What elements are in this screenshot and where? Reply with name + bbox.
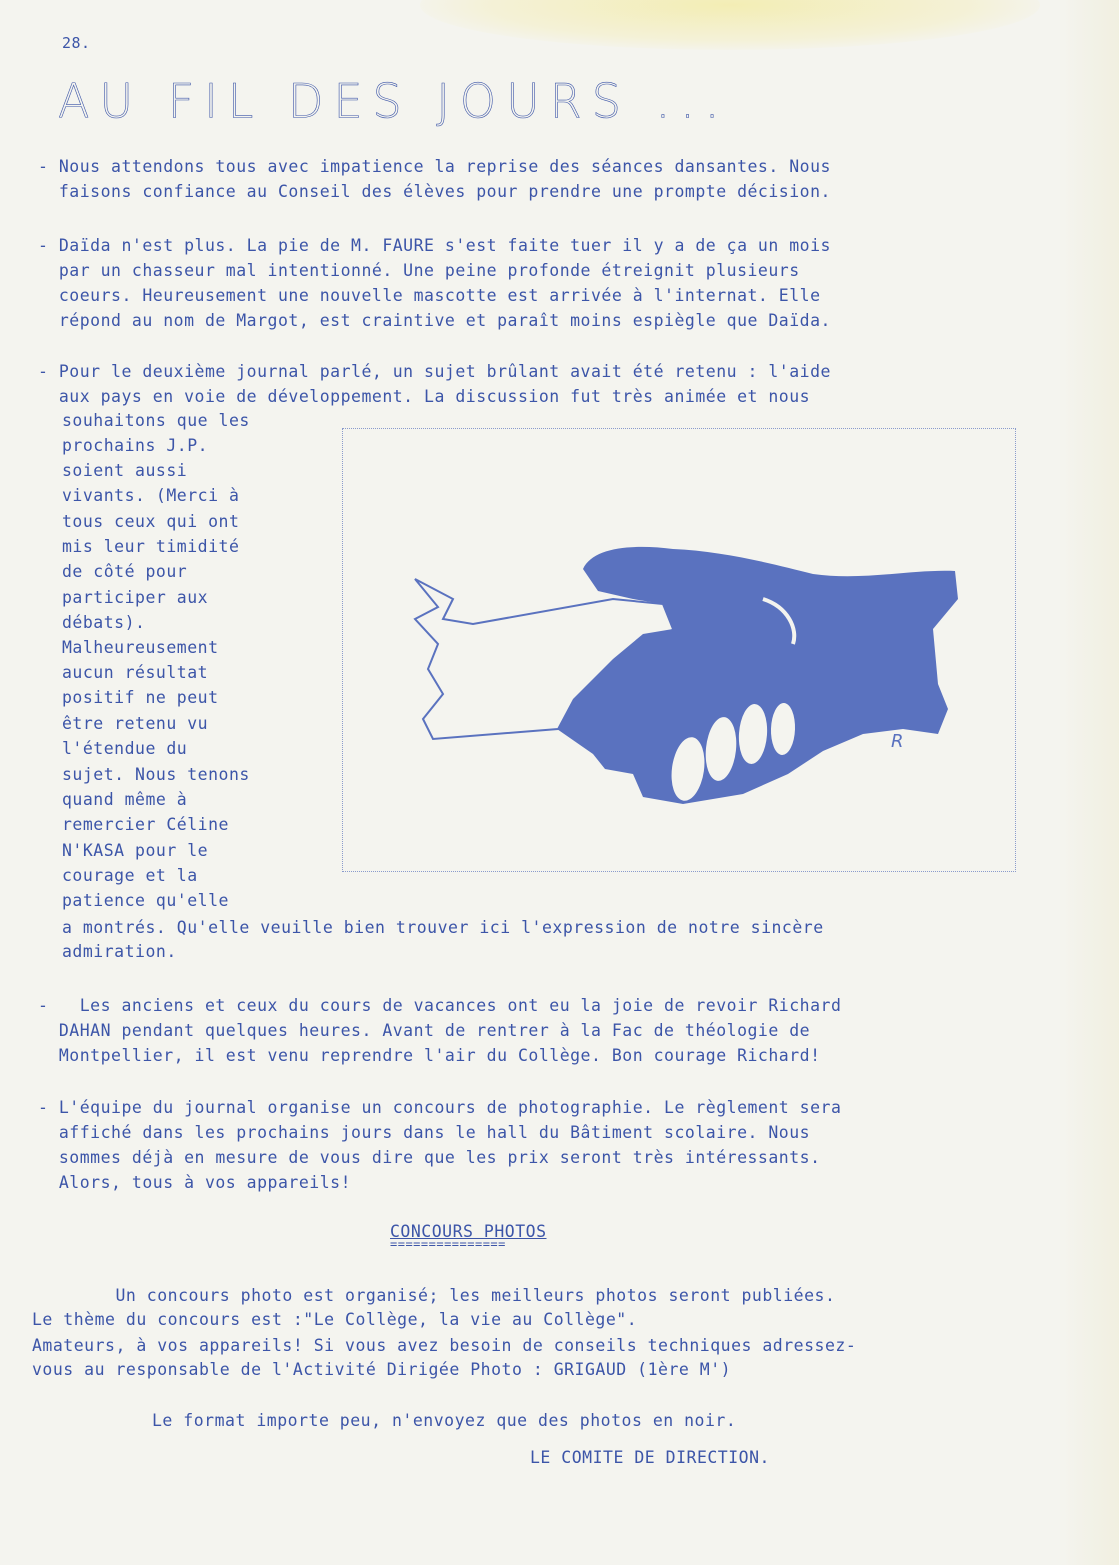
item-1-line-1: - Nous attendons tous avec impatience la reprise des séances dansantes. Nous: [38, 157, 831, 176]
handshake-icon: [343, 429, 1015, 871]
side-line: quand même à: [62, 790, 188, 809]
item-3-tail-2: admiration.: [62, 942, 177, 961]
side-line: positif ne peut: [62, 688, 219, 707]
paper-edge-shade: [1059, 0, 1119, 1565]
side-line: tous ceux qui ont: [62, 512, 240, 531]
side-line: mis leur timidité: [62, 537, 240, 556]
side-line: patience qu'elle: [62, 891, 229, 910]
concours-line-2: Le thème du concours est :"Le Collège, la vie au Collège".: [32, 1310, 638, 1329]
item-2-line-3: coeurs. Heureusement une nouvelle mascotte est arrivée à l'internat. Elle: [38, 286, 821, 305]
concours-title-underline: ===============: [390, 1237, 506, 1251]
side-line: de côté pour: [62, 562, 188, 581]
concours-line-1: Un concours photo est organisé; les meilleurs photos seront publiées.: [32, 1286, 836, 1305]
item-5-line-3: sommes déjà en mesure de vous dire que les prix seront très intéressants.: [38, 1148, 821, 1167]
side-line: remercier Céline: [62, 815, 229, 834]
paper-stain: [420, 0, 1040, 50]
item-3-line-1: - Pour le deuxième journal parlé, un sujet brûlant avait été retenu : l'aide: [38, 362, 831, 381]
page-number: 28.: [62, 34, 91, 52]
signature: LE COMITE DE DIRECTION.: [530, 1448, 770, 1467]
item-5-line-2: affiché dans les prochains jours dans le hall du Bâtiment scolaire. Nous: [38, 1123, 811, 1142]
side-line: N'KASA pour le: [62, 841, 209, 860]
side-line: courage et la: [62, 866, 198, 885]
item-5-line-1: - L'équipe du journal organise un concours de photographie. Le règlement sera: [38, 1098, 842, 1117]
side-line: souhaitons que les: [62, 411, 250, 430]
item-4-line-2: DAHAN pendant quelques heures. Avant de rentrer à la Fac de théologie de: [38, 1021, 811, 1040]
side-line: prochains J.P.: [62, 436, 209, 455]
concours-note: Le format importe peu, n'envoyez que des photos en noir.: [152, 1411, 737, 1430]
side-line: sujet. Nous tenons: [62, 765, 250, 784]
concours-line-3: Amateurs, à vos appareils! Si vous avez besoin de conseils techniques adressez-: [32, 1336, 857, 1355]
side-line: être retenu vu: [62, 714, 209, 733]
item-5-line-4: Alors, tous à vos appareils!: [38, 1173, 352, 1192]
side-line: aucun résultat: [62, 663, 209, 682]
side-line: soient aussi: [62, 461, 188, 480]
solid-hand: [557, 547, 958, 804]
item-1-line-2: faisons confiance au Conseil des élèves pour prendre une prompte décision.: [38, 182, 831, 201]
item-3-line-2: aux pays en voie de développement. La discussion fut très animée et nous: [38, 387, 811, 406]
concours-line-4: vous au responsable de l'Activité Dirigée Photo : GRIGAUD (1ère M'): [32, 1360, 732, 1379]
item-2-line-2: par un chasseur mal intentionné. Une peine profonde étreignit plusieurs: [38, 261, 800, 280]
item-3-tail-1: a montrés. Qu'elle veuille bien trouver ici l'expression de notre sincère: [62, 918, 824, 937]
item-4-line-1: - Les anciens et ceux du cours de vacances ont eu la joie de revoir Richard: [38, 996, 842, 1015]
artist-signature: R: [891, 731, 904, 752]
side-line: vivants. (Merci à: [62, 486, 240, 505]
item-4-line-3: Montpellier, il est venu reprendre l'air du Collège. Bon courage Richard!: [38, 1046, 821, 1065]
side-line: l'étendue du: [62, 739, 188, 758]
side-line: débats).: [62, 613, 146, 632]
page-title: AU FIL DES JOURS ...: [58, 73, 730, 129]
item-2-line-4: répond au nom de Margot, est craintive et paraît moins espiègle que Daïda.: [38, 311, 831, 330]
item-2-line-1: - Daïda n'est plus. La pie de M. FAURE s'est faite tuer il y a de ça un mois: [38, 236, 831, 255]
concours-title: CONCOURS PHOTOS: [390, 1222, 547, 1241]
handshake-illustration: [342, 428, 1016, 872]
side-line: participer aux: [62, 588, 209, 607]
side-line: Malheureusement: [62, 638, 219, 657]
